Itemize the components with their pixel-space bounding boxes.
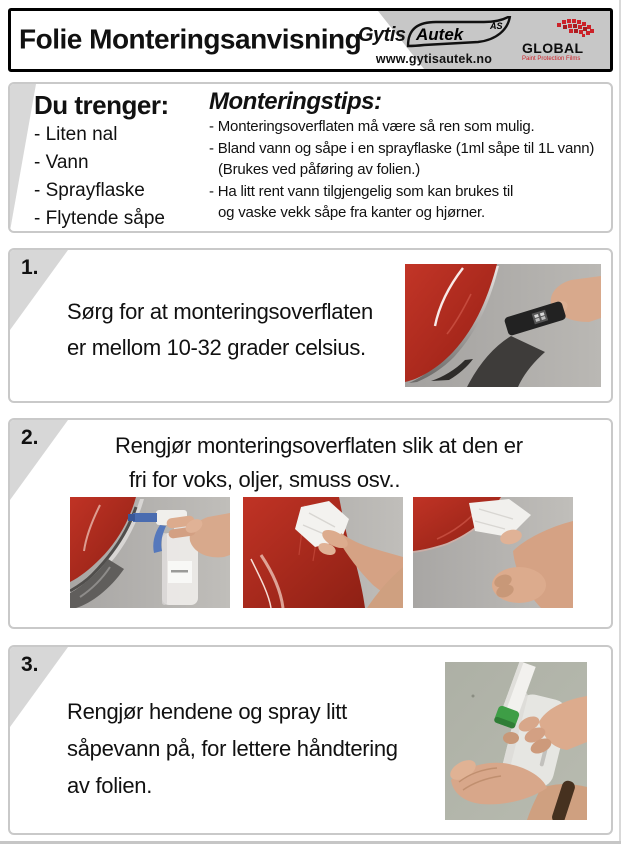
step-3-panel [8, 645, 613, 835]
step-1-instruction [67, 294, 373, 366]
requirements-list [34, 90, 169, 233]
step-2-photo-wiping-cloth [243, 497, 403, 608]
globe-mosaic-icon [554, 19, 596, 41]
tip-line: - Bland vann og såpe i en sprayflaske (1ml såpe til 1L vann) [209, 139, 595, 157]
tip-line: - Ha litt rent vann tilgjengelig som kan brukes til [209, 182, 514, 200]
step-2-panel [8, 418, 613, 629]
step-1-panel [8, 248, 613, 403]
corner-wedge [10, 84, 36, 231]
brand-website: www.gytisautek.no [375, 52, 493, 66]
global-tagline: Paint Protection Films [522, 56, 581, 62]
tip-line: - Monteringsoverflaten må være så ren som mulig. [209, 118, 535, 135]
corner-triangle [10, 250, 68, 330]
tips-list [209, 88, 613, 224]
corner-triangle [10, 647, 68, 727]
instruction-line: av folien. [67, 773, 153, 798]
step-number: 2. [21, 426, 39, 449]
tips-title: Monteringstips: [209, 88, 382, 115]
step-3-photo-soap-on-hand [445, 662, 587, 820]
step-2-instruction [115, 429, 523, 497]
step-3-instruction [67, 693, 398, 804]
intro-panel [8, 82, 613, 233]
step-2-photo-spray-bottle [70, 497, 230, 608]
brand-suffix: AS [490, 21, 503, 31]
requirement-item: - Sprayflaske [34, 180, 145, 201]
instruction-line: Rengjør monteringsoverflaten slik at den er [115, 433, 523, 458]
global-name: GLOBAL [522, 40, 584, 56]
requirement-item: - Flytende såpe [34, 208, 165, 229]
requirements-title: Du trenger: [34, 90, 169, 120]
header [8, 8, 613, 72]
tip-line: og vaske vekk såpe fra kanter og hjørner. [218, 204, 485, 221]
brand-logo [358, 16, 510, 66]
requirement-item: - Vann [34, 152, 89, 173]
brand-row [358, 16, 510, 50]
instruction-line: fri for voks, oljer, smuss osv.. [129, 467, 401, 492]
step-number: 3. [21, 653, 39, 676]
tip-line: (Brukes ved påføring av folien.) [218, 161, 421, 178]
page-title: Folie Monteringsanvisning [19, 23, 362, 55]
instruction-line: Sørg for at monteringsoverflaten [67, 299, 373, 324]
step-2-photo-hand-wiping [413, 497, 573, 608]
requirement-item: - Liten nal [34, 124, 118, 145]
instruction-line: er mellom 10-32 grader celsius. [67, 335, 366, 360]
global-logo [520, 20, 602, 68]
brand-leaf-icon [406, 16, 512, 50]
brand-name: Autek [416, 25, 464, 44]
step-1-photo-thermometer-on-car [405, 264, 601, 387]
instruction-line: såpevann på, for lettere håndtering [67, 736, 398, 761]
instruction-line: Rengjør hendene og spray litt [67, 699, 347, 724]
step-number: 1. [21, 256, 39, 279]
corner-triangle [10, 420, 68, 500]
brand-prefix: Gytis [358, 24, 406, 46]
